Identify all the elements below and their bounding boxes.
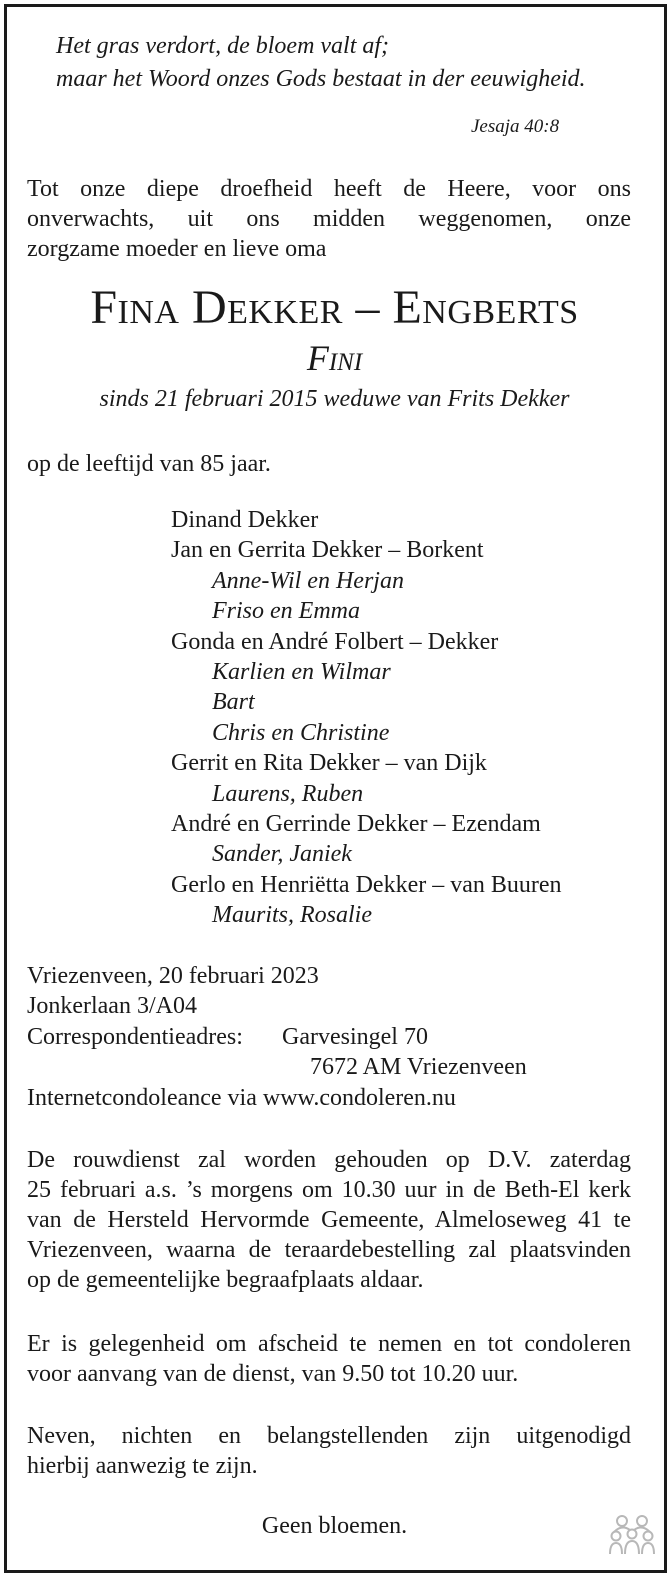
- farewell-line: Er is gelegenheid om afscheid te nemen en tot condoleren: [27, 1331, 631, 1357]
- farewell-line: voor aanvang van de dienst, van 9.50 tot 10.20 uur.: [27, 1361, 519, 1387]
- family-entry-grandchildren: Karlien en Wilmar: [212, 659, 391, 686]
- correspondence-label: Correspondentieadres:: [27, 1024, 243, 1050]
- invitation-paragraph: [27, 1421, 631, 1481]
- age-line: op de leeftijd van 85 jaar.: [27, 451, 271, 477]
- family-entry-grandchildren: Laurens, Ruben: [212, 780, 364, 807]
- family-entry: Gerlo en Henriëtta Dekker – van Buuren: [171, 871, 562, 898]
- family-list: [171, 505, 562, 931]
- home-address: Jonkerlaan 3/A04: [27, 993, 197, 1019]
- place-date: Vriezenveen, 20 februari 2023: [27, 963, 319, 989]
- intro-line-1: Tot onze diepe droefheid heeft de Heere, voor ons: [27, 176, 631, 202]
- verse-line-1: Het gras verdort, de bloem valt af;: [56, 33, 390, 59]
- people-group-icon: [608, 1512, 656, 1556]
- family-entry: Jan en Gerrita Dekker – Borkent: [171, 537, 484, 564]
- internet-condolence: Internetcondoleance via www.condoleren.nu: [27, 1085, 456, 1111]
- service-line: op de gemeentelijke begraafplaats aldaar.: [27, 1267, 424, 1293]
- deceased-nickname: Fini: [306, 338, 363, 378]
- family-entry: André en Gerrinde Dekker – Ezendam: [171, 811, 541, 838]
- intro-line-3: zorgzame moeder en lieve oma: [27, 236, 327, 262]
- deceased-name: Fina Dekker – Engberts: [90, 281, 579, 334]
- invitation-line: Neven, nichten en belangstellenden zijn uitgenodigd: [27, 1423, 631, 1449]
- service-line: van de Hersteld Hervormde Gemeente, Almeloseweg 41 te: [27, 1207, 631, 1233]
- service-paragraph: [27, 1145, 631, 1295]
- family-entry-grandchildren: Sander, Janiek: [212, 841, 352, 868]
- family-entry-grandchildren: Anne-Wil en Herjan: [212, 567, 404, 594]
- farewell-paragraph: [27, 1329, 631, 1389]
- closing-note: Geen bloemen.: [261, 1513, 408, 1539]
- verse-reference: Jesaja 40:8: [471, 116, 560, 137]
- family-entry: Gonda en André Folbert – Dekker: [171, 628, 499, 655]
- correspondence-city: 7672 AM Vriezenveen: [310, 1054, 527, 1080]
- family-entry-grandchildren: Bart: [212, 689, 255, 716]
- service-line: De rouwdienst zal worden gehouden op D.V. zaterdag: [27, 1147, 631, 1173]
- family-entry-grandchildren: Friso en Emma: [212, 598, 360, 625]
- family-entry: Gerrit en Rita Dekker – van Dijk: [171, 750, 487, 777]
- family-entry-grandchildren: Chris en Christine: [212, 719, 390, 746]
- family-entry: Dinand Dekker: [171, 507, 319, 533]
- intro-paragraph: [27, 174, 631, 264]
- correspondence-street: Garvesingel 70: [282, 1024, 428, 1050]
- intro-line-2: onverwachts, uit ons midden weggenomen, onze: [27, 206, 631, 232]
- service-line: 25 februari a.s. ’s morgens om 10.30 uur in de Beth-El kerk: [27, 1177, 631, 1203]
- invitation-line: hierbij aanwezig te zijn.: [27, 1453, 258, 1479]
- family-entry-grandchildren: Maurits, Rosalie: [212, 902, 372, 929]
- service-line: Vriezenveen, waarna de teraardebestelling zal plaatsvinden: [27, 1237, 631, 1263]
- widow-note: sinds 21 februari 2015 weduwe van Frits Dekker: [99, 386, 570, 412]
- verse-line-2: maar het Woord onzes Gods bestaat in der eeuwigheid.: [56, 66, 586, 92]
